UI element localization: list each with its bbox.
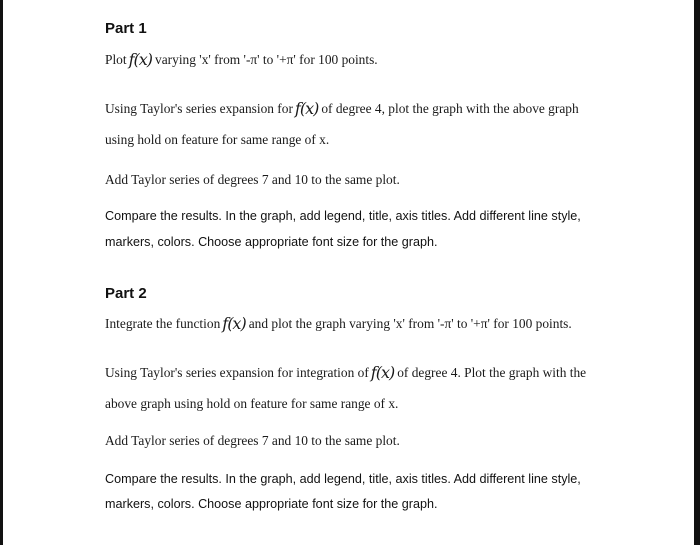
part1-instruction-markers: markers, colors. Choose appropriate font size for the graph. [105, 235, 438, 249]
part2-instruction-integrate [105, 316, 572, 332]
function-fx: f(x) [294, 99, 319, 118]
part1-instruction-hold: using hold on feature for same range of x. [105, 132, 330, 147]
part2-instruction-degrees: Add Taylor series of degrees 7 and 10 to the same plot. [105, 433, 400, 448]
part2-line1-before: Integrate the function [105, 316, 221, 331]
part2-instruction-compare: Compare the results. In the graph, add legend, title, axis titles. Add different line style, [105, 472, 581, 486]
part2-line2-before: Using Taylor's series expansion for integration of [105, 365, 369, 380]
part1-instruction-degrees: Add Taylor series of degrees 7 and 10 to the same plot. [105, 172, 400, 187]
left-border [0, 0, 3, 545]
part2-line1-after: and plot the graph varying 'x' from '-π' to '+π' for 100 points. [248, 316, 572, 331]
right-border [694, 0, 700, 545]
part2-heading: Part 2 [105, 285, 147, 302]
part1-heading: Part 1 [105, 20, 147, 37]
part1-line2-after: of degree 4, plot the graph with the above graph [321, 101, 579, 116]
part2-instruction-taylor [105, 365, 586, 381]
part1-instruction-plot [105, 52, 378, 68]
part1-instruction-compare: Compare the results. In the graph, add legend, title, axis titles. Add different line style, [105, 209, 581, 223]
part2-instruction-hold: above graph using hold on feature for same range of x. [105, 396, 399, 411]
part1-line2-before: Using Taylor's series expansion for [105, 101, 293, 116]
function-fx: f(x) [128, 50, 153, 69]
part1-line1-before: Plot [105, 52, 127, 67]
function-fx: f(x) [222, 314, 246, 333]
part2-line2-after: of degree 4. Plot the graph with the [397, 365, 587, 380]
part1-line1-after: varying 'x' from '-π' to '+π' for 100 points. [155, 52, 378, 67]
part1-instruction-taylor [105, 101, 579, 117]
function-fx: f(x) [370, 363, 395, 382]
part2-instruction-markers: markers, colors. Choose appropriate font size for the graph. [105, 497, 438, 511]
